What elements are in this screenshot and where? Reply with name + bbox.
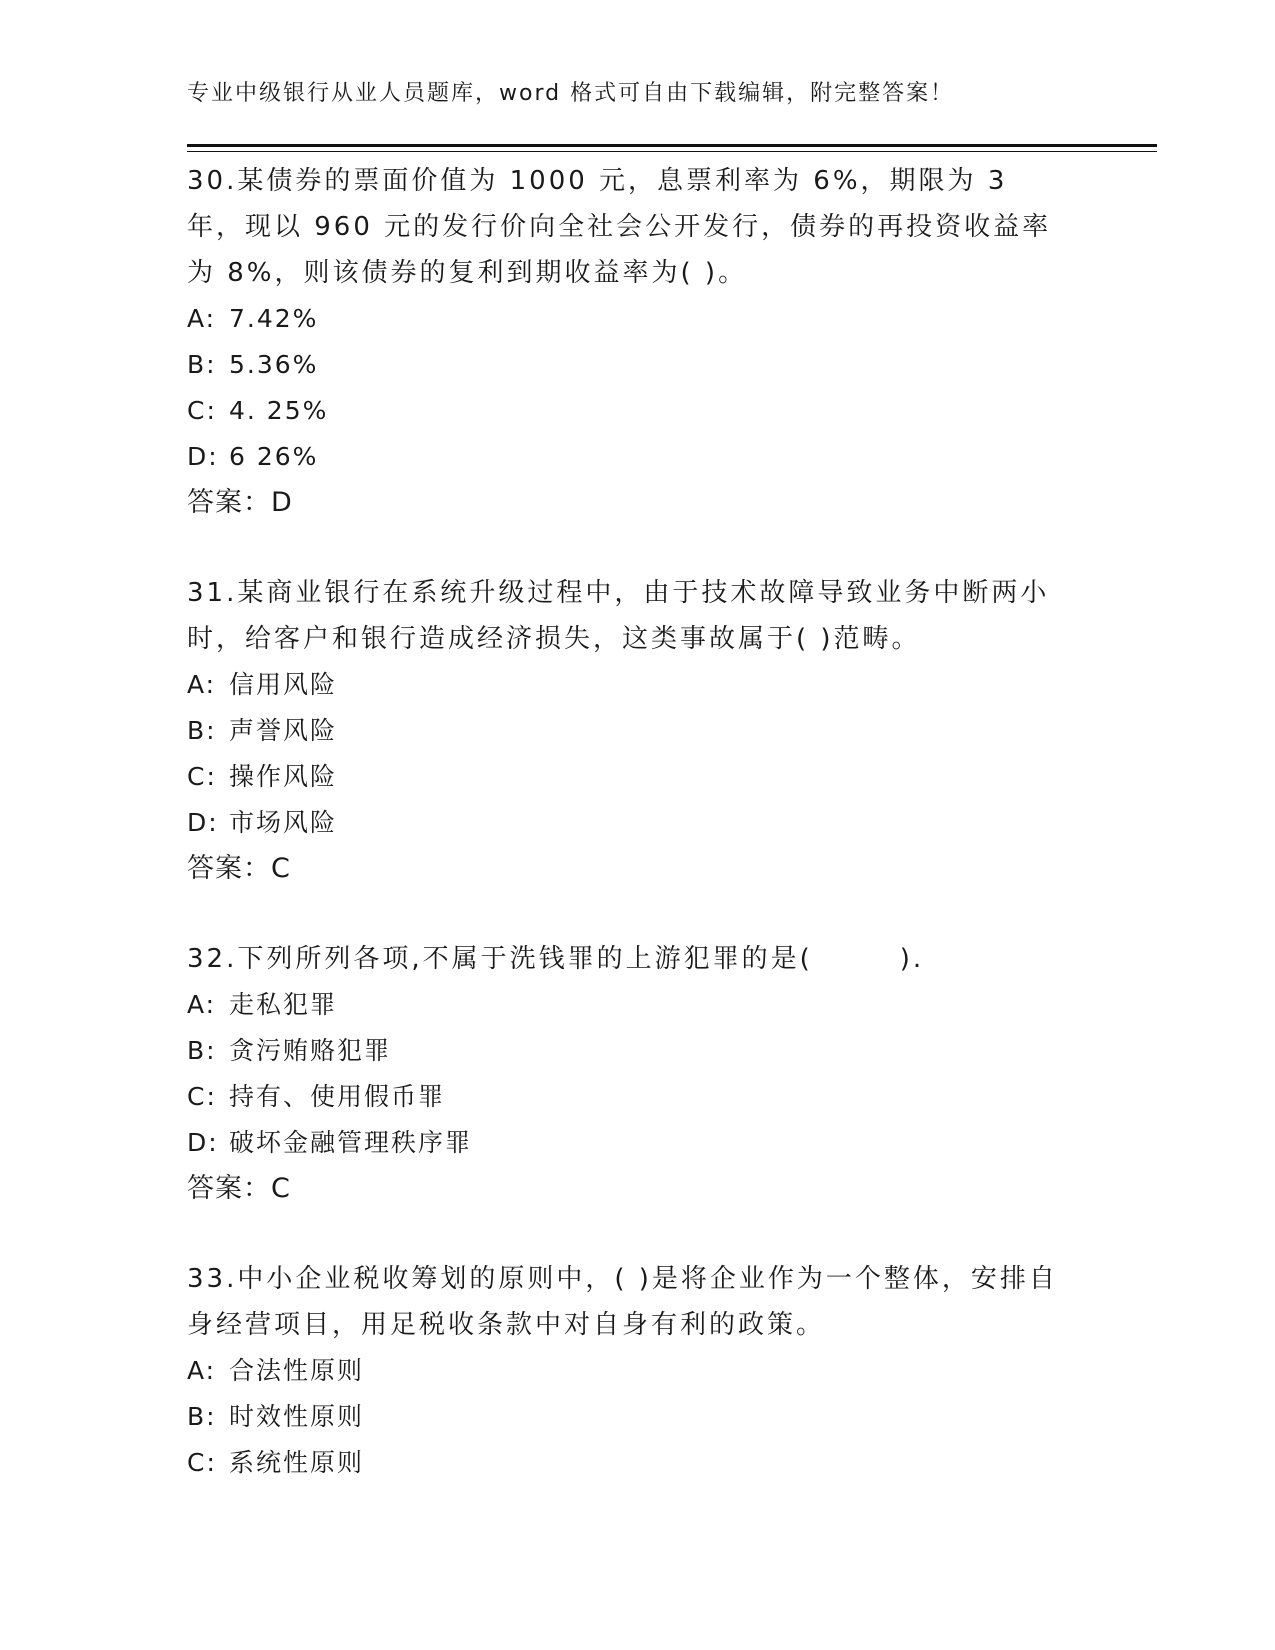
option-key: B: bbox=[187, 1402, 217, 1431]
option-key: A: bbox=[187, 990, 217, 1019]
question-text: 33.中小企业税收筹划的原则中，( )是将企业作为一个整体，安排自身经营项目，用足税收条款中对自身有利的政策。 bbox=[187, 1264, 1058, 1340]
option-b bbox=[187, 342, 1087, 388]
answer: 答案：C bbox=[187, 853, 291, 884]
option-text: 操作风险 bbox=[229, 762, 338, 791]
option-text: 6 26% bbox=[229, 442, 319, 471]
option-c bbox=[187, 1440, 1087, 1486]
question-30 bbox=[187, 158, 1087, 526]
question-33 bbox=[187, 1256, 1087, 1486]
option-key: A: bbox=[187, 1356, 217, 1385]
option-a bbox=[187, 982, 1087, 1028]
option-key: C: bbox=[187, 762, 217, 791]
option-key: C: bbox=[187, 396, 217, 425]
option-text: 声誉风险 bbox=[229, 716, 338, 745]
option-c bbox=[187, 754, 1087, 800]
option-a bbox=[187, 1348, 1087, 1394]
option-d bbox=[187, 1120, 1087, 1166]
option-a bbox=[187, 296, 1087, 342]
option-key: B: bbox=[187, 1036, 217, 1065]
option-text: 4. 25% bbox=[229, 396, 329, 425]
option-key: D: bbox=[187, 808, 219, 837]
option-text: 5.36% bbox=[229, 350, 319, 379]
page-header: 专业中级银行从业人员题库，word 格式可自由下载编辑，附完整答案！ bbox=[187, 81, 955, 106]
question-text: 31.某商业银行在系统升级过程中，由于技术故障导致业务中断两小时，给客户和银行造成经济损失，这类事故属于( )范畴。 bbox=[187, 578, 1050, 654]
option-text: 信用风险 bbox=[229, 670, 338, 699]
question-32 bbox=[187, 936, 1087, 1212]
option-key: A: bbox=[187, 304, 217, 333]
option-text: 时效性原则 bbox=[229, 1402, 365, 1431]
header-rule-thick bbox=[187, 144, 1157, 147]
option-d bbox=[187, 434, 1087, 480]
option-c bbox=[187, 388, 1087, 434]
question-list bbox=[187, 158, 1087, 1486]
option-text: 市场风险 bbox=[229, 808, 338, 837]
option-text: 破坏金融管理秩序罪 bbox=[229, 1128, 473, 1157]
option-text: 走私犯罪 bbox=[229, 990, 338, 1019]
option-key: A: bbox=[187, 670, 217, 699]
option-text: 贪污贿赂犯罪 bbox=[229, 1036, 392, 1065]
option-d bbox=[187, 800, 1087, 846]
answer: 答案：C bbox=[187, 1173, 291, 1204]
answer: 答案：D bbox=[187, 487, 293, 518]
option-key: B: bbox=[187, 716, 217, 745]
header-rule-thin bbox=[187, 151, 1157, 152]
option-c bbox=[187, 1074, 1087, 1120]
option-b bbox=[187, 708, 1087, 754]
option-text: 系统性原则 bbox=[229, 1448, 365, 1477]
option-text: 合法性原则 bbox=[229, 1356, 365, 1385]
option-key: C: bbox=[187, 1448, 217, 1477]
option-key: B: bbox=[187, 350, 217, 379]
option-b bbox=[187, 1028, 1087, 1074]
option-key: C: bbox=[187, 1082, 217, 1111]
option-text: 7.42% bbox=[229, 304, 319, 333]
option-key: D: bbox=[187, 1128, 219, 1157]
question-text: 32.下列所列各项,不属于洗钱罪的上游犯罪的是( ). bbox=[187, 944, 925, 974]
option-key: D: bbox=[187, 442, 219, 471]
question-31 bbox=[187, 570, 1087, 892]
option-text: 持有、使用假币罪 bbox=[229, 1082, 446, 1111]
option-a bbox=[187, 662, 1087, 708]
question-text: 30.某债券的票面价值为 1000 元，息票利率为 6%，期限为 3 年，现以 960 元的发行价向全社会公开发行，债券的再投资收益率为 8%，则该债券的复利到期收益率为( )。 bbox=[187, 166, 1052, 288]
option-b bbox=[187, 1394, 1087, 1440]
